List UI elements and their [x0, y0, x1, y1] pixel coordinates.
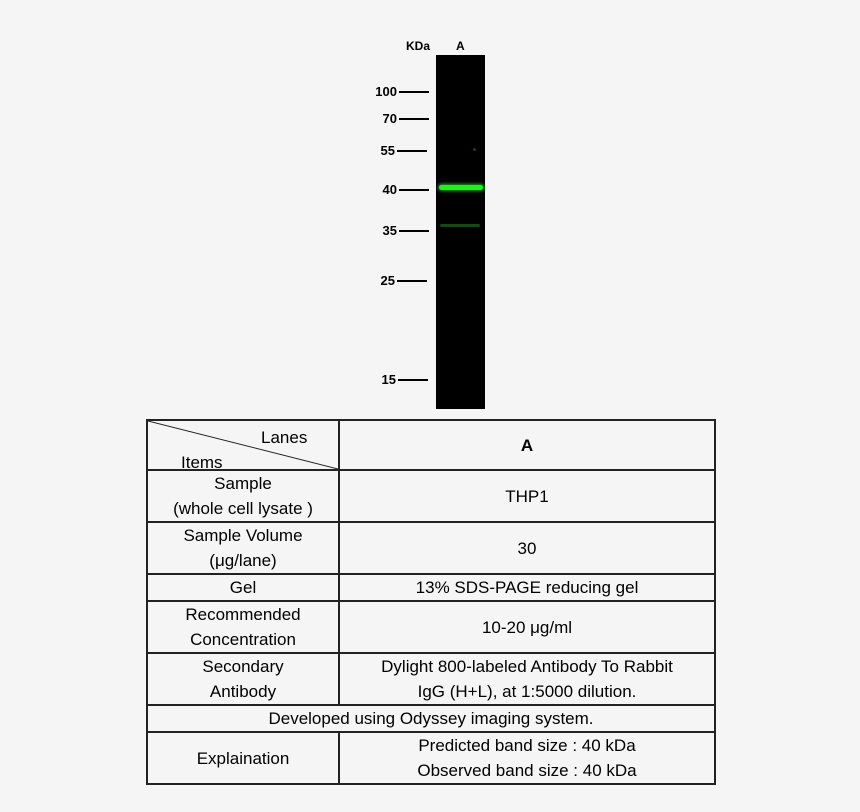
- secondary-label: [147, 653, 339, 705]
- predicted-band-size: Predicted band size : 40 kDa: [418, 736, 636, 755]
- marker-label: 40: [382, 182, 397, 197]
- secondary-label-line2: Antibody: [209, 682, 277, 701]
- secondary-value-line1: Dylight 800-labeled Antibody To Rabbit: [381, 657, 673, 676]
- concentration-value: 10-20 μg/ml: [339, 601, 715, 653]
- diagonal-divider: [148, 421, 338, 469]
- lane-a-header: A: [456, 39, 465, 53]
- marker-tick: [397, 280, 427, 282]
- marker-tick: [399, 189, 429, 191]
- sample-value: THP1: [339, 470, 715, 522]
- secondary-value-line2: IgG (H+L), at 1:5000 dilution.: [417, 682, 637, 701]
- table-row-volume: [147, 522, 715, 574]
- table-row-developed: [147, 705, 715, 732]
- sample-label-line1: Sample: [214, 474, 272, 493]
- concentration-label-line2: Concentration: [190, 630, 296, 649]
- concentration-label-line1: Recommended: [185, 605, 301, 624]
- experiment-info-table: [146, 419, 716, 785]
- marker-label: 25: [380, 273, 395, 288]
- marker-tick: [399, 118, 429, 120]
- kda-header: KDa: [406, 39, 431, 53]
- marker-100: [340, 85, 429, 99]
- marker-25: [340, 274, 427, 288]
- table-row-secondary: [147, 653, 715, 705]
- marker-tick: [398, 379, 428, 381]
- band-faint-35kda: [440, 224, 480, 227]
- header-lanes: Lanes: [261, 428, 308, 447]
- marker-label: 100: [375, 84, 397, 99]
- volume-label-line1: Sample Volume: [183, 526, 303, 545]
- concentration-label: [147, 601, 339, 653]
- marker-tick: [399, 230, 429, 232]
- marker-label: 55: [380, 143, 395, 158]
- table-row-concentration: [147, 601, 715, 653]
- marker-70: [340, 112, 429, 126]
- header-items: Items: [181, 453, 223, 472]
- table-row-sample: [147, 470, 715, 522]
- explanation-value: [339, 732, 715, 784]
- secondary-label-line1: Secondary: [202, 657, 284, 676]
- marker-tick: [397, 150, 427, 152]
- sample-label-line2: (whole cell lysate ): [173, 499, 313, 518]
- blot-lane: [436, 55, 485, 409]
- gel-value: 13% SDS-PAGE reducing gel: [339, 574, 715, 601]
- marker-55: [340, 144, 427, 158]
- explanation-label: Explaination: [147, 732, 339, 784]
- band-faint-dot: [473, 148, 476, 151]
- volume-label-line2: (μg/lane): [209, 551, 277, 570]
- developed-note: Developed using Odyssey imaging system.: [147, 705, 715, 732]
- header-lane-a: A: [339, 420, 715, 470]
- marker-40: [340, 183, 429, 197]
- gel-label: Gel: [147, 574, 339, 601]
- marker-label: 15: [381, 372, 396, 387]
- marker-15: [340, 373, 428, 387]
- volume-value: 30: [339, 522, 715, 574]
- marker-label: 70: [382, 111, 397, 126]
- table-row-explanation: [147, 732, 715, 784]
- marker-label: 35: [382, 223, 397, 238]
- band-40kda: [439, 185, 483, 190]
- secondary-value: [339, 653, 715, 705]
- table-row-gel: [147, 574, 715, 601]
- marker-tick: [399, 91, 429, 93]
- header-corner-cell: [147, 420, 339, 470]
- table-header-row: [147, 420, 715, 470]
- observed-band-size: Observed band size : 40 kDa: [417, 761, 637, 780]
- volume-label: [147, 522, 339, 574]
- marker-35: [340, 224, 429, 238]
- sample-label: [147, 470, 339, 522]
